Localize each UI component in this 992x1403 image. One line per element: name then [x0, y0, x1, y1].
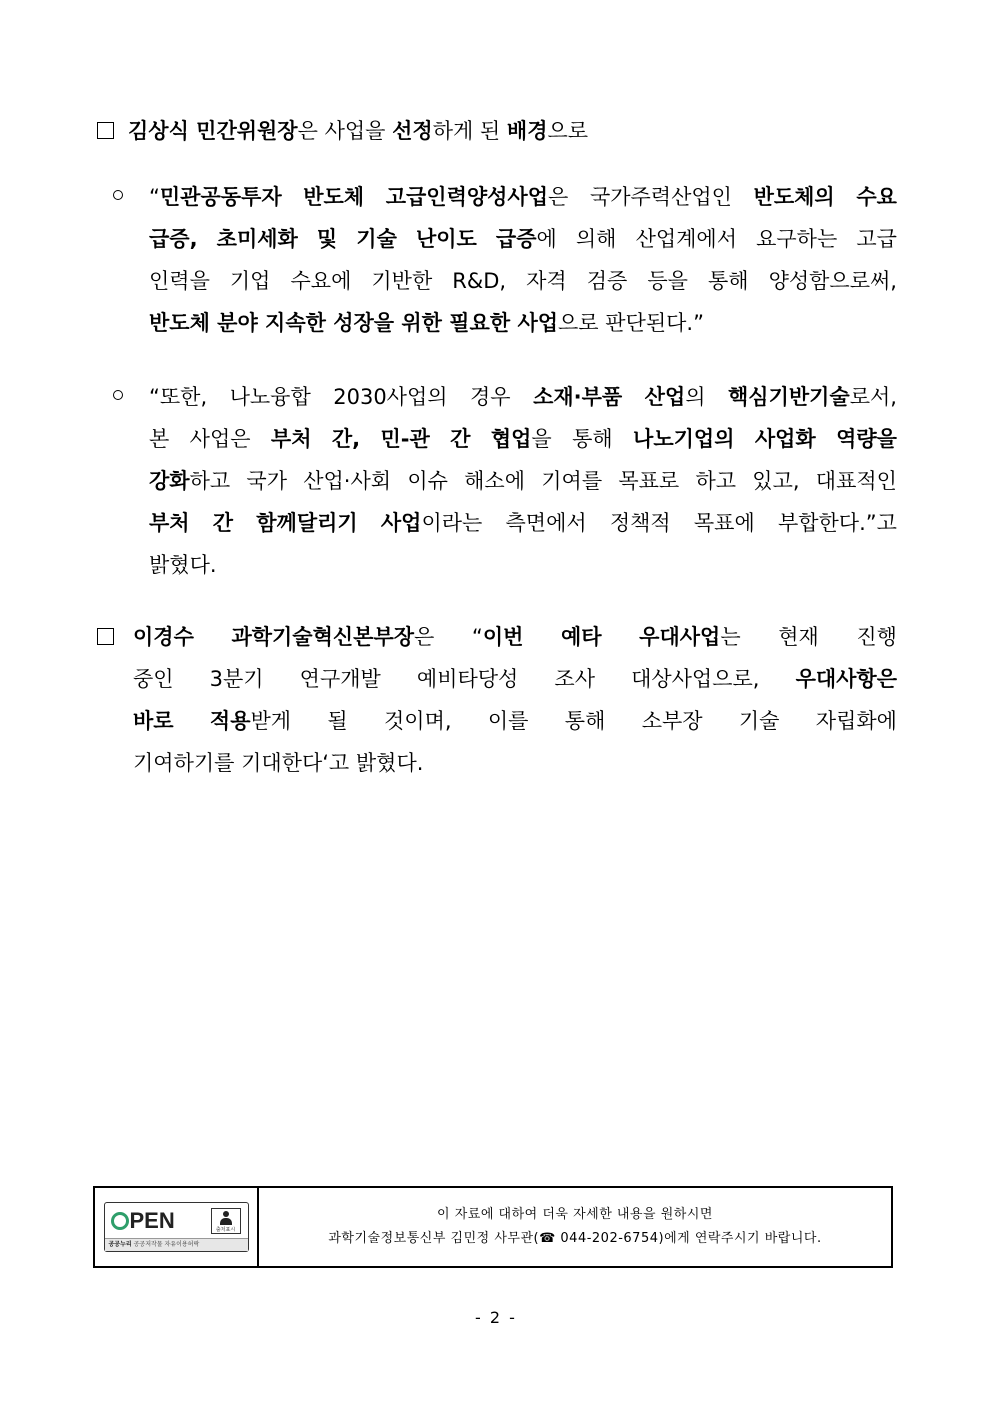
contact-text-cell: [259, 1188, 891, 1266]
open-license-cell: [95, 1188, 259, 1266]
quote-block: [149, 176, 897, 344]
contact-info-box: [93, 1186, 893, 1268]
paragraph-line: [149, 302, 897, 344]
quote-block: [149, 376, 897, 586]
word: 2030사업의: [333, 385, 448, 409]
paragraph-line: [149, 218, 897, 260]
word: 나노융합: [229, 385, 311, 409]
open-wordmark-text: PEN: [129, 1208, 175, 1233]
text-run: 하게 된: [432, 119, 507, 143]
statement-block: [133, 616, 897, 784]
word: 바로: [133, 709, 174, 733]
word: 간: [450, 427, 471, 451]
word: 통해: [564, 709, 606, 733]
word: 산업·사회: [303, 469, 392, 493]
word: 수요: [856, 185, 897, 209]
kogl-strip: [105, 1238, 248, 1251]
word: 해소에: [464, 469, 525, 493]
paragraph-kim-background: [97, 110, 897, 152]
text-run: 기여하기를 기대한다‘고 밝혔다.: [133, 751, 424, 775]
word: 초미세화: [216, 227, 298, 251]
word: 자격: [526, 269, 567, 293]
word: 민-관: [380, 427, 430, 451]
word: 사업화: [754, 427, 816, 451]
word: 역량을: [836, 427, 897, 451]
contact-line-2: 과학기술정보통신부 김민정 사무관(☎ 044-202-6754)에게 연락주시기 바랍니다.: [328, 1231, 822, 1246]
word: 우대사업는: [639, 625, 741, 649]
word: 부처: [270, 427, 312, 451]
word: 및: [316, 227, 338, 251]
word: 국가: [246, 469, 287, 493]
word: 적용받게: [209, 709, 292, 733]
word: 부처: [149, 511, 190, 535]
word: 나노기업의: [633, 427, 735, 451]
word: 목표로: [618, 469, 680, 493]
contact-line-1: 이 자료에 대하여 더욱 자세한 내용을 원하시면: [437, 1207, 713, 1222]
word: 요구하는: [756, 227, 838, 251]
word: 될: [327, 709, 348, 733]
word: 부합한다.”고: [777, 511, 897, 535]
word: 급증에: [495, 227, 557, 251]
word: 인력을: [149, 269, 210, 293]
word: 산업의: [644, 385, 706, 409]
word: 양성함으로써,: [768, 269, 897, 293]
person-icon: [220, 1211, 232, 1225]
kogl-strip-text: 공공저작물 자유이용허락: [133, 1241, 200, 1248]
bold-text-run: 배경: [506, 119, 548, 143]
open-o-icon: [111, 1212, 129, 1230]
paragraph-line: [149, 502, 897, 544]
word: 사업은: [189, 427, 251, 451]
text-run: 으로: [547, 119, 589, 143]
word: 기술: [738, 709, 780, 733]
word: 국가주력산업인: [589, 185, 732, 209]
paragraph-line: [149, 460, 897, 502]
kogl-open-logo: [104, 1202, 249, 1252]
word: 난이도: [415, 227, 477, 251]
bold-text-run: 반도체 분야 지속한 성장을 위한 필요한 사업: [149, 311, 559, 335]
paragraph-line: [149, 260, 897, 302]
word: 기여를: [541, 469, 603, 493]
square-bullet-icon: [97, 628, 114, 645]
word: 연구개발: [299, 667, 381, 691]
kogl-strip-lead: 공공누리: [108, 1241, 132, 1248]
word: 현재: [778, 625, 819, 649]
bold-text-run: 선정: [392, 119, 433, 143]
word: 등을: [647, 269, 688, 293]
word: 기업: [229, 269, 271, 293]
paragraph-line: [133, 616, 897, 658]
word: 간,: [331, 427, 361, 451]
word: “이번: [471, 625, 524, 649]
word: 함께달리기: [256, 511, 358, 535]
word: 경우: [470, 385, 511, 409]
word: 협업을: [490, 427, 552, 451]
word: 측면에서: [505, 511, 587, 535]
word: 대표적인: [815, 469, 897, 493]
word: 중인: [133, 667, 174, 691]
paragraph-line: [133, 742, 897, 784]
square-bullet-icon: [97, 122, 114, 139]
word: “또한,: [149, 385, 208, 409]
word: 소재·부품: [533, 385, 623, 409]
attribution-badge: [211, 1208, 241, 1234]
paragraph-line: [149, 544, 897, 586]
page-number: - 2 -: [475, 1308, 517, 1327]
word: 검증: [586, 269, 628, 293]
bold-text-run: 김상식 민간위원장: [128, 119, 298, 143]
paragraph-lee-statement: [97, 616, 897, 784]
word: 조사: [554, 667, 595, 691]
word: 정책적: [609, 511, 671, 535]
word: R&D,: [452, 269, 507, 293]
word: 있고,: [752, 469, 800, 493]
word: 3분기: [209, 667, 264, 691]
word: 통해: [707, 269, 749, 293]
word: 대상사업으로,: [631, 667, 760, 691]
line-text: [128, 119, 588, 143]
paragraph-semiconductor-quote: [113, 176, 897, 344]
word: 예비타당성: [416, 667, 519, 691]
word: 고급인력양성사업은: [385, 185, 569, 209]
text-run: 밝혔다.: [149, 553, 217, 577]
word: 산업계에서: [635, 227, 737, 251]
word: 의해: [575, 227, 617, 251]
open-wordmark: [111, 1208, 175, 1234]
word: 이를: [487, 709, 529, 733]
word: 핵심기반기술로서,: [728, 385, 897, 409]
paragraph-line: [133, 658, 897, 700]
word: “민관공동투자: [149, 185, 282, 209]
paragraph-line: [149, 418, 897, 460]
word: 간: [212, 511, 234, 535]
word: 본: [149, 427, 170, 451]
word: 자립화에: [815, 709, 897, 733]
text-run: 으로 판단된다.”: [558, 311, 704, 335]
word: 진행: [856, 625, 897, 649]
word: 이슈: [407, 469, 448, 493]
word: 이경수: [133, 625, 194, 649]
word: 과학기술혁신본부장은: [231, 625, 435, 649]
word: 목표에: [693, 511, 755, 535]
word: 예타: [560, 625, 602, 649]
paragraph-line: [149, 376, 897, 418]
word: 하고: [695, 469, 737, 493]
word: 소부장: [641, 709, 703, 733]
word: 반도체의: [753, 185, 835, 209]
word: 것이며,: [384, 709, 452, 733]
word: 우대사항은: [795, 667, 897, 691]
word: 반도체: [303, 185, 365, 209]
paragraph-line: [133, 700, 897, 742]
word: 수요에: [290, 269, 352, 293]
circle-bullet-icon: [113, 390, 123, 400]
word: 급증,: [149, 227, 198, 251]
circle-bullet-icon: [113, 190, 123, 200]
paragraph-nano-quote: [113, 376, 897, 586]
word: 통해: [572, 427, 613, 451]
text-run: 은 사업을: [297, 119, 393, 143]
word: 강화하고: [149, 469, 231, 493]
word: 기술: [356, 227, 397, 251]
word: 사업이라는: [380, 511, 483, 535]
attribution-badge-text: 출처표시: [215, 1227, 236, 1233]
word: 기반한: [371, 269, 433, 293]
paragraph-line: [97, 110, 897, 152]
word: 고급: [856, 227, 897, 251]
paragraph-line: [149, 176, 897, 218]
